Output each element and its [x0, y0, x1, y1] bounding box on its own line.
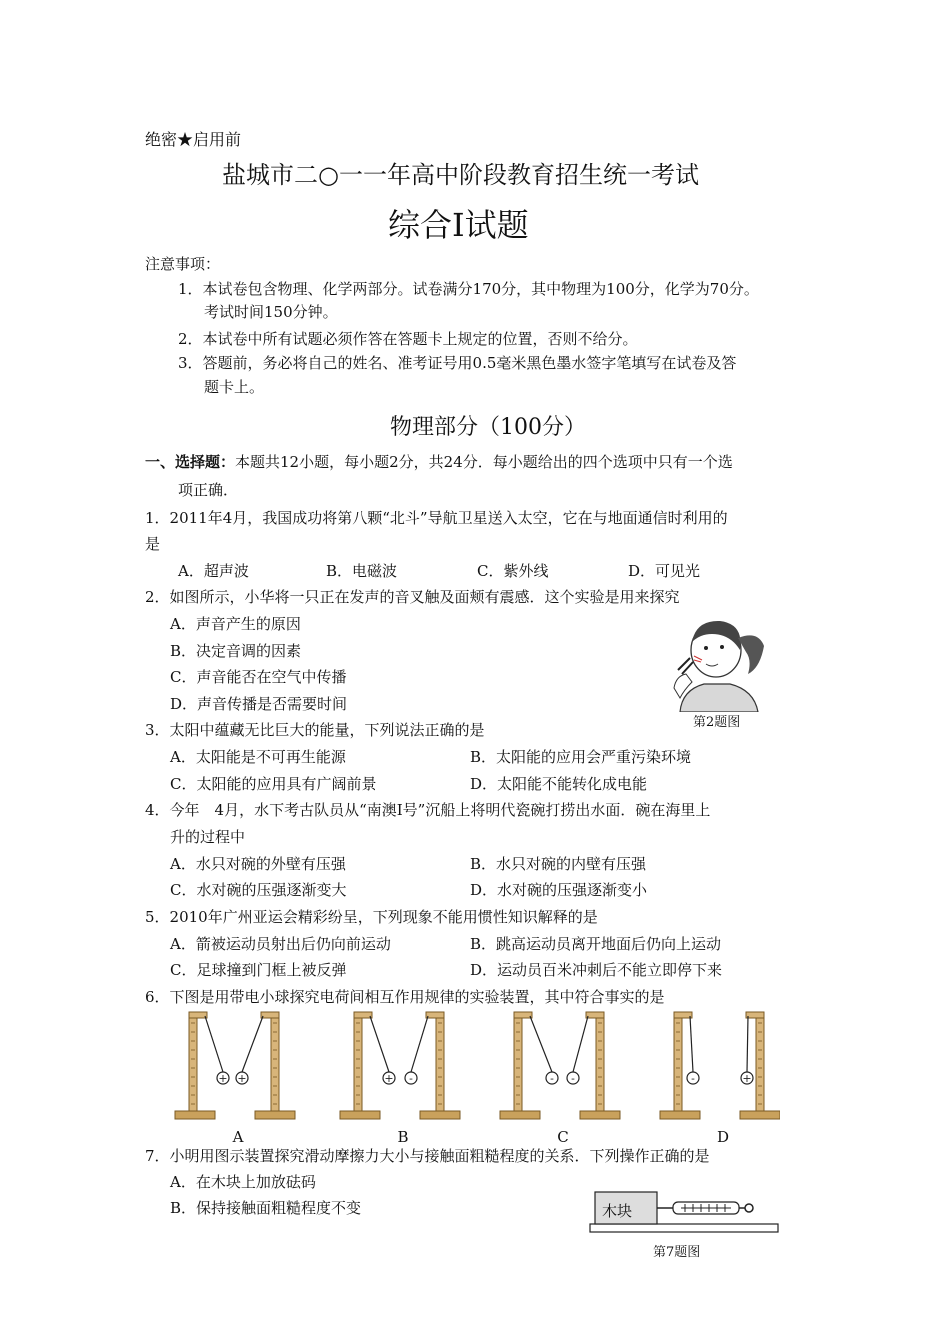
stand-arm	[514, 1012, 532, 1018]
option: B．决定音调的因素	[170, 642, 302, 660]
question-stem: 是	[145, 535, 161, 553]
notice-item: 题卡上。	[204, 378, 265, 396]
charge-sign: +	[384, 1072, 394, 1085]
stand-arm	[426, 1012, 444, 1018]
notice-item: 3．答题前，务必将自己的姓名、准考证号用0.5毫米黑色墨水签字笔填写在试卷及答	[178, 354, 737, 372]
option: D．运动员百米冲刺后不能立即停下来	[470, 961, 723, 979]
option-label: A	[232, 1128, 244, 1146]
thread	[690, 1016, 693, 1072]
option: A．箭被运动员射出后仍向前运动	[170, 935, 391, 953]
figure-caption: 第2题图	[693, 715, 741, 730]
option: D．太阳能不能转化成电能	[470, 775, 648, 793]
thread	[411, 1016, 428, 1072]
stand-pole	[596, 1013, 604, 1111]
option: C．太阳能的应用具有广阔前景	[170, 775, 377, 793]
exam-title: 盐城市二○一一年高中阶段教育招生统一考试	[222, 161, 699, 189]
charge-sign: -	[409, 1072, 413, 1085]
option-label: C	[557, 1128, 569, 1146]
question-stem: 4．今年 4月，水下考古队员从“南澳Ⅰ号”沉船上将明代瓷碗打捞出水面．碗在海里上	[145, 801, 711, 819]
charge-sign: +	[742, 1072, 752, 1085]
pull-ring-icon	[745, 1204, 753, 1212]
question-stem: 6．下图是用带电小球探究电荷间相互作用规律的实验装置，其中符合事实的是	[145, 988, 665, 1006]
option: C．足球撞到门框上被反弹	[170, 961, 347, 979]
charge-sign: -	[691, 1072, 695, 1085]
question-stem: 1．2011年4月，我国成功将第八颗“北斗”导航卫星送入太空，它在与地面通信时利用的	[145, 509, 728, 527]
figure-caption: 第7题图	[653, 1245, 701, 1260]
board	[590, 1224, 778, 1232]
notice-item: 考试时间150分钟。	[204, 303, 338, 321]
part-desc-cont: 项正确．	[178, 481, 239, 499]
option: D．可见光	[628, 562, 701, 580]
stand-pole	[271, 1013, 279, 1111]
charge-apparatus-figure	[160, 1008, 780, 1148]
stand-arm	[586, 1012, 604, 1018]
thread	[370, 1016, 389, 1072]
confidential-mark: 绝密★启用前	[145, 130, 242, 149]
option: B．电磁波	[326, 562, 398, 580]
thread	[242, 1016, 263, 1072]
stand-base	[580, 1111, 620, 1119]
thread	[573, 1016, 588, 1072]
notice-item: 1．本试卷包含物理、化学两部分。试卷满分170分，其中物理为100分，化学为70分。	[178, 280, 759, 298]
stand-arm	[354, 1012, 372, 1018]
thread	[205, 1016, 223, 1072]
option: C．声音能否在空气中传播	[170, 668, 347, 686]
option: D．声音传播是否需要时间	[170, 695, 348, 713]
question-stem: 7．小明用图示装置探究滑动摩擦力大小与接触面粗糙程度的关系．下列操作正确的是	[145, 1147, 710, 1165]
stand-base	[340, 1111, 380, 1119]
question-stem: 2．如图所示，小华将一只正在发声的音叉触及面颊有震感．这个实验是用来探究	[145, 588, 680, 606]
stand-pole	[756, 1013, 764, 1111]
part-heading	[145, 451, 733, 472]
section-title: 物理部分（100分）	[390, 415, 586, 440]
stand-base	[500, 1111, 540, 1119]
question-stem: 5．2010年广州亚运会精彩纷呈，下列现象不能用惯性知识解释的是	[145, 908, 598, 926]
stand-base	[255, 1111, 295, 1119]
stand-arm	[674, 1012, 692, 1018]
question-stem: 3．太阳中蕴藏无比巨大的能量，下列说法正确的是	[145, 721, 485, 739]
stand-base	[420, 1111, 460, 1119]
question-stem: 升的过程中	[170, 828, 246, 846]
option-label: D	[716, 1128, 730, 1146]
option: C．紫外线	[477, 562, 549, 580]
part-label: 一、选择题：	[145, 453, 236, 471]
thread	[747, 1016, 748, 1072]
option: B．水只对碗的内壁有压强	[470, 855, 647, 873]
charge-sign: -	[550, 1072, 554, 1085]
option-label: B	[397, 1128, 409, 1146]
stand-base	[175, 1111, 215, 1119]
notice-item: 2．本试卷中所有试题必须作答在答题卡上规定的位置，否则不给分。	[178, 330, 638, 348]
stand-pole	[514, 1013, 522, 1111]
girl-tuning-fork-figure	[672, 612, 772, 712]
part-desc: 本题共12小题，每小题2分，共24分．每小题给出的四个选项中只有一个选	[235, 453, 733, 471]
block-label: 木块	[602, 1202, 633, 1220]
charge-sign: +	[237, 1072, 247, 1085]
charge-sign: +	[218, 1072, 228, 1085]
stand-pole	[189, 1013, 197, 1111]
stand-arm	[261, 1012, 279, 1018]
charge-sign: -	[571, 1072, 575, 1085]
stand-pole	[436, 1013, 444, 1111]
thread	[530, 1016, 552, 1072]
option: B．保持接触面粗糙程度不变	[170, 1199, 362, 1217]
exam-subtitle: 综合Ⅰ试题	[388, 206, 529, 244]
option: A．太阳能是不可再生能源	[170, 748, 346, 766]
option: C．水对碗的压强逐渐变大	[170, 881, 347, 899]
option: A．水只对碗的外壁有压强	[170, 855, 346, 873]
stand-pole	[354, 1013, 362, 1111]
option: D．水对碗的压强逐渐变小	[470, 881, 648, 899]
option: B．跳高运动员离开地面后仍向上运动	[470, 935, 722, 953]
option: B．太阳能的应用会严重污染环境	[470, 748, 692, 766]
stand-arm	[746, 1012, 764, 1018]
option: A．超声波	[178, 562, 249, 580]
stand-base	[740, 1111, 780, 1119]
option: A．声音产生的原因	[170, 615, 301, 633]
notice-heading: 注意事项：	[145, 255, 221, 273]
stand-arm	[189, 1012, 207, 1018]
option: A．在木块上加放砝码	[170, 1173, 316, 1191]
stand-base	[660, 1111, 700, 1119]
stand-pole	[674, 1013, 682, 1111]
